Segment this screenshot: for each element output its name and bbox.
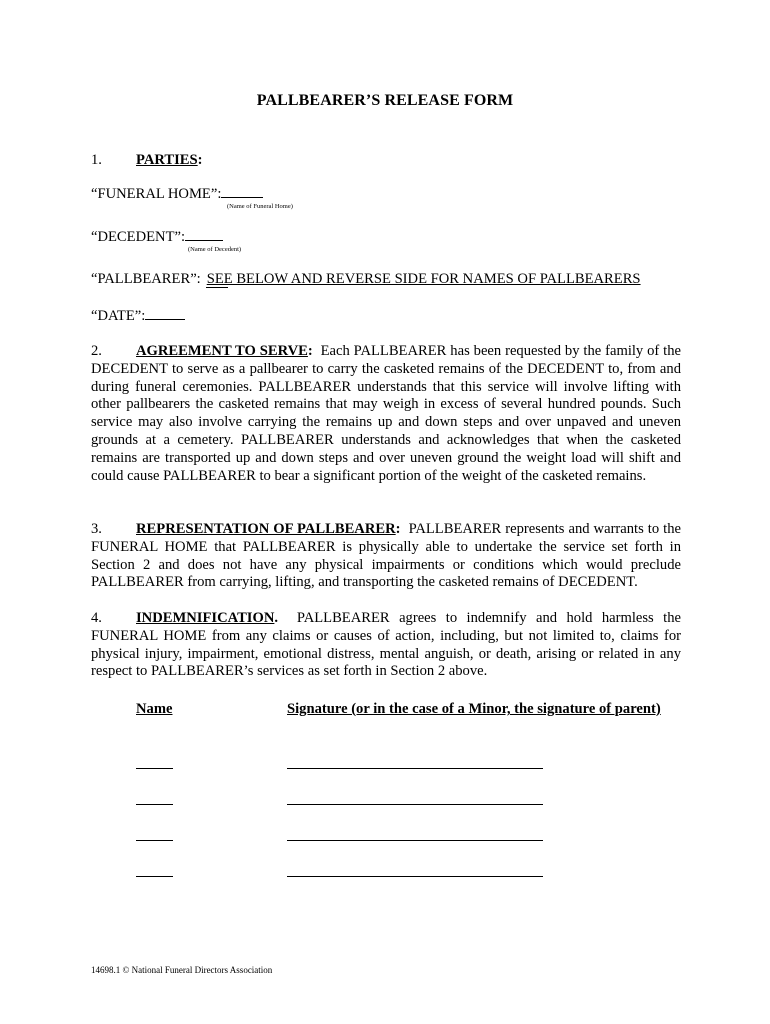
section-2-paragraph bbox=[91, 343, 681, 485]
section-1-heading: PARTIES: bbox=[136, 152, 203, 168]
decedent-hint: (Name of Decedent) bbox=[188, 246, 242, 253]
pallbearer-field[interactable] bbox=[91, 271, 641, 288]
signature-line-1[interactable] bbox=[287, 768, 543, 769]
pallbearer-underline bbox=[206, 287, 228, 288]
decedent-field[interactable] bbox=[91, 229, 223, 246]
date-field[interactable] bbox=[91, 308, 185, 325]
name-column-header: Name bbox=[136, 701, 173, 717]
funeral-home-hint: (Name of Funeral Home) bbox=[227, 203, 293, 210]
signature-column-header: Signature (or in the case of a Minor, the signature of parent) bbox=[287, 701, 661, 717]
funeral-home-field[interactable] bbox=[91, 186, 263, 203]
section-3-paragraph bbox=[91, 521, 681, 592]
section-4-paragraph bbox=[91, 610, 681, 681]
signature-line-4[interactable] bbox=[287, 876, 543, 877]
date-blank[interactable] bbox=[145, 318, 185, 320]
funeral-home-label: “FUNERAL HOME”: bbox=[91, 186, 222, 202]
pallbearer-value: SEE BELOW AND REVERSE SIDE FOR NAMES OF PALLBEARERS bbox=[206, 271, 641, 287]
decedent-blank[interactable] bbox=[185, 239, 223, 241]
pallbearer-label: “PALLBEARER”: bbox=[91, 271, 201, 287]
section-2-text: Each PALLBEARER has been requested by the family of the DECEDENT to serve as a pallbearer to carry the casketed remains of the DECEDENT to, from and during funeral ceremonies. PALLBEARER understands that this service will involve lifting with other pallbearers the casketed remains that may weigh in excess of several hundred pounds. Such service may also involve carrying the remains up and down steps and over unpaved and uneven grounds at a cemetery. PALLBEARER understands and acknowledges that when the casketed remains are transported up and down steps and over uneven ground the weight load will shift and could cause PALLBEARER to bear a significant portion of the weight of the casketed remains. bbox=[91, 343, 682, 484]
section-4-text: PALLBEARER agrees to indemnify and hold harmless the FUNERAL HOME from any claims or causes of action, including, but not limited to, claims for physical injury, impairment, emotional distress, mental anguish, or death, arising or related in any respect to PALLBEARER’s services as set forth in Section 2 above. bbox=[91, 610, 681, 680]
name-line-4[interactable] bbox=[136, 876, 173, 877]
section-2-heading: AGREEMENT TO SERVE: bbox=[136, 343, 313, 359]
signature-line-2[interactable] bbox=[287, 804, 543, 805]
section-4-number: 4. bbox=[91, 610, 102, 626]
name-line-3[interactable] bbox=[136, 840, 173, 841]
signature-line-3[interactable] bbox=[287, 840, 543, 841]
section-3-text: PALLBEARER represents and warrants to the FUNERAL HOME that PALLBEARER is physically able to undertake the service set forth in Section 2 and does not have any physical impairments or conditions which would preclude PALLBEARER from carrying, lifting, and transporting the casketed remains of DECEDENT. bbox=[91, 521, 681, 591]
section-4-heading: INDEMNIFICATION. bbox=[136, 610, 279, 626]
section-2-number: 2. bbox=[91, 343, 102, 359]
date-label: “DATE”: bbox=[91, 308, 146, 324]
decedent-label: “DECEDENT”: bbox=[91, 229, 186, 245]
form-title: PALLBEARER’S RELEASE FORM bbox=[256, 92, 514, 109]
funeral-home-blank[interactable] bbox=[221, 196, 263, 198]
section-1-number: 1. bbox=[91, 152, 102, 168]
section-3-heading: REPRESENTATION OF PALLBEARER: bbox=[136, 521, 401, 537]
name-line-2[interactable] bbox=[136, 804, 173, 805]
footer-copyright: 14698.1 © National Funeral Directors Association bbox=[91, 965, 273, 975]
section-3-number: 3. bbox=[91, 521, 102, 537]
name-line-1[interactable] bbox=[136, 768, 173, 769]
